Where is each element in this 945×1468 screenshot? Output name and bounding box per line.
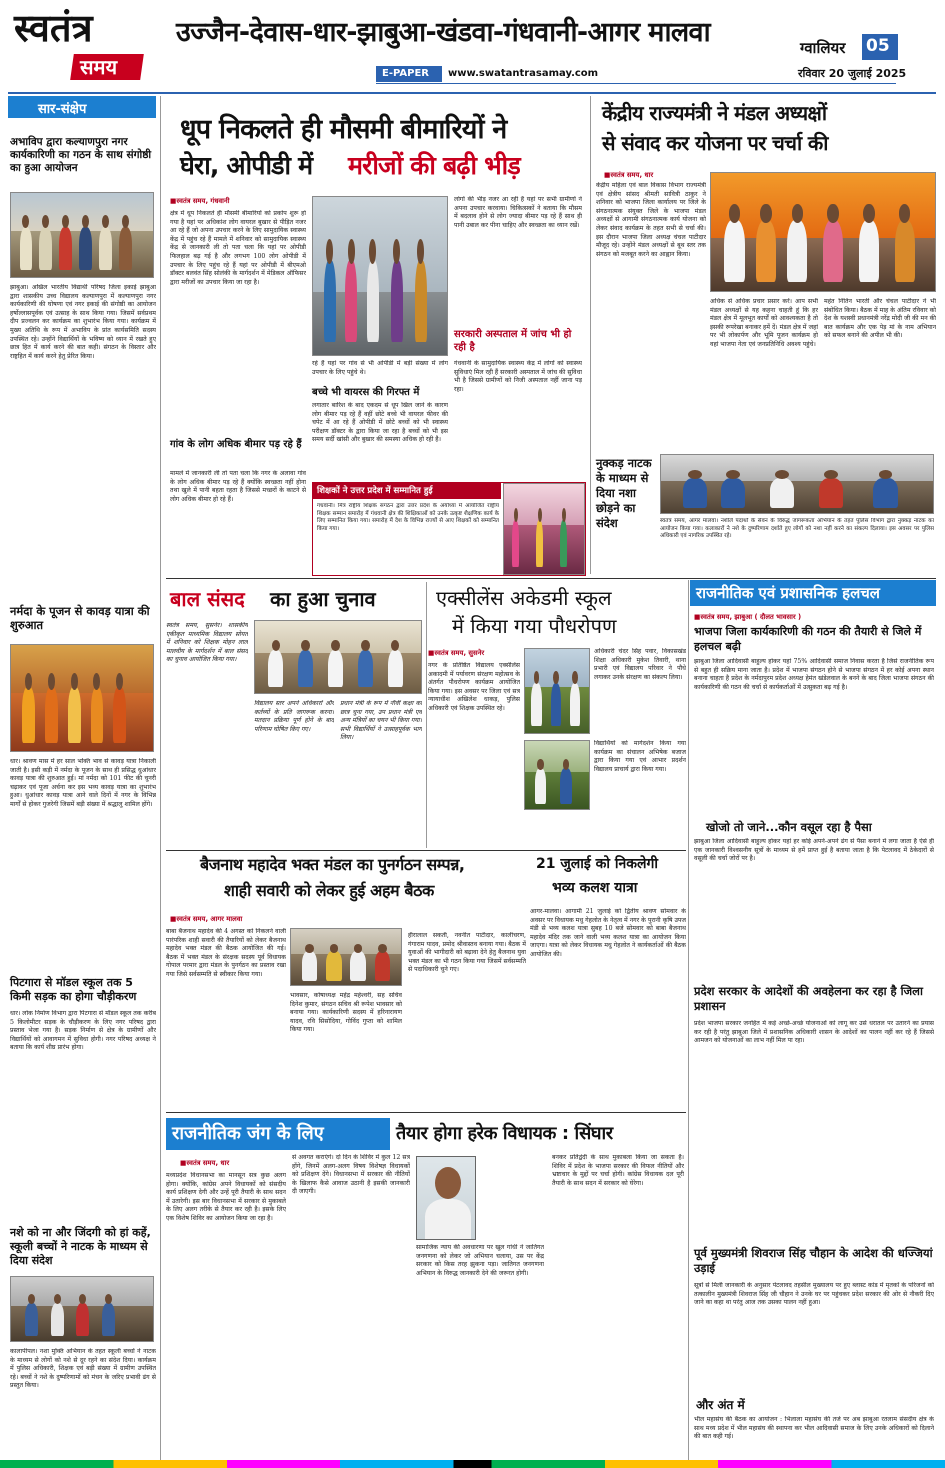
minister-story (596, 98, 936, 568)
bal-sansad-body2: विद्यालय स्तर अपने अधिकारों और कर्तव्यों के प्रति जागरूक करना। मतदान प्रक्रिया पूर्ण होने के बाद परिणाम घोषित किए गए। (254, 700, 334, 733)
baijnath-headline-line2: शाही सवारी को लेकर हुई अहम बैठक (224, 881, 434, 900)
politics-b5: भील महासंघ की बैठक का आयोजन : भिलाला महासंघ की तर्ज पर अब झाबुआ रतलाम संसदीय क्षेत्र के साथ मध्य प्रदेश में भील महासंघ की स्थापना कर भील आदिवासी समाज के लिए उनके अधिकारों को दिलाने की बात कही गई। (694, 1416, 934, 1441)
bal-sansad-story (166, 582, 424, 850)
story1-headline: अभाविप द्वारा कल्याणपुरा नगर कार्यकारिणी का गठन के साथ संगोष्ठी का हुआ आयोजन (10, 136, 152, 174)
politics-b1: झाबुआ जिला आदिवासी बाहुल्य होकर यहां 75% आदिवासी समाज निवास करता है जिसे राजनीतिक रूप से बहुत ही सक्रिय माना जाता है। प्रदेश में भाजपा संगठन होने से भाजपा संगठन में हर कोई अपना स्थान बनाना चाहता है प्रदेश के नर्मदापुरम प्रदेश अध्यक्ष हेमंत खंडेलवाल के बनने के बाद जिला भाजपा संगठन की कार्यकारिणी की गठन की चर्चा से कार्यकर्ताओं में उत्सुकता बढ़ गई है। (694, 658, 934, 691)
masthead-bottom-rule (8, 92, 936, 94)
academy-body2: अधिकारी चंदर सिंह पवार, विकासखंड शिक्षा अधिकारी मुकेश तिवारी, थाना प्रभारी एवं विद्यालय परिवार ने पौधे लगाकर उनके संरक्षण का संकल्प लिया। (594, 648, 686, 681)
lead-byline: ■ स्वतंत्र समय, गंधवानी (170, 196, 229, 205)
politics-divider (688, 580, 689, 1464)
story3-body: धार। लोक निर्माण विभाग द्वारा पिटगारा से मॉडल स्कूल तक करीब 5 किलोमीटर सड़क के चौड़ीकरण के लिए नगर परिषद द्वारा प्रस्ताव भेजा गया है। सड़क निर्माण से क्षेत्र के ग्रामीणों और विद्यार्थियों को आवागमन में सुविधा होगी। नगर परिषद अध्यक्ष ने बताया कि कार्य शीघ्र प्रारंभ होगा। (10, 1010, 156, 1052)
epaper-label: E-PAPER (382, 68, 429, 79)
story2-photo (10, 644, 154, 752)
minister-body1: केंद्रीय महिला एवं बाल विकास विभाग राज्यमंत्री एवं क्षेत्रीय सांसद श्रीमती सावित्री ठाकुर ने शनिवार को भाजपा जिला कार्यालय पर जिले के संगठनात्मक संयुक्त जिले के भाजपा मंडल अध्यक्षों से आगामी संगठनात्मक कार्य योजना को लेकर संवाद कार्यक्रम के तहत सभी से चर्चा की। इस दौरान भाजपा जिला अध्यक्ष चंचल पाटीदार मौजूद रहे। उन्होंने मंडल अध्यक्षों से बूथ स्तर तक संगठन को मजबूत करने का आह्वान किया। (596, 182, 706, 258)
kalash-headline-line2: भव्य कलश यात्रा (552, 880, 638, 896)
politics-h2: खोजो तो जाने...कौन वसूल रहा है पैसा (706, 820, 872, 834)
minister-body3: महंत नितिन भारती और चंचल पाटीदार ने भी संबोधित किया। बैठक में माह के अंतिम रविवार को देश के यशस्वी प्रधानमंत्री नरेंद्र मोदी जी की मन की बात कार्यक्रम और एक पेड़ मां के नाम अभियान को सफल बनाने की अपील भी की। (824, 298, 936, 340)
politics-h4: पूर्व मुख्यमंत्री शिवराज सिंह चौहान के आदेश की धज्जियां उड़ाई (694, 1246, 933, 1275)
singhar-story (166, 1114, 686, 1464)
story1-photo (10, 192, 154, 278)
city-label: ग्वालियर (800, 39, 846, 57)
region-title: उज्जैन-देवास-धार-झाबुआ-खंडवा-गंधवानी-आगर मालवा (176, 17, 710, 48)
lead-headline-line1: धूप निकलते ही मौसमी बीमारियों ने (180, 114, 507, 145)
academy-story (428, 582, 686, 850)
baijnath-body3: हीरालाल सकती, नवनीत पाटीदार, कालीचरण, गंगाराम यादव, प्रमोद श्रीवास्तव बनाया गया। बैठक में युवाओं की भागीदारी को बढ़ावा देने हेतु बैजनाथ युवा भक्त मंडल का भी गठन किया गया जिसमें सर्वसम्मति से पदाधिकारी चुने गए। (408, 932, 526, 974)
lead-body5: गंधवानी के सामुदायिक स्वास्थ्य केंद्र में लोगों को स्वास्थ्य सुविधाएं मिल रही हैं सरकारी अस्पताल में जांच की सुविधा भी है जिससे ग्रामीणों को निजी अस्पताल नहीं जाना पड़ रहा। (454, 360, 582, 393)
lead-photo-caption: रहे हैं यहां पर गांव से भी ओपीडी में बड़ी संख्या में लोग उपचार के लिए पहुंचे थे। (312, 360, 448, 376)
shikshak-body: गंधवानी। मित्र राष्ट्रीय शिक्षक संगठन द्वारा उत्तर प्रदेश के अयोध्या में आयोजित राष्ट्रीय शिक्षक सम्मान समारोह में गंधवानी क्षेत्र की शिक्षिकाओं को उनके उत्कृष्ट शैक्षणिक कार्य के लिए सम्मानित किया गया। समारोह में देश के विभिन्न राज्यों से आए शिक्षकों को सम्मानित किया गया। (317, 503, 499, 532)
story4-photo (10, 1276, 154, 1342)
logo (10, 6, 170, 88)
natak-headline: नुक्कड़ नाटक के माध्यम से दिया नशा छोड़ने का संदेश (596, 456, 652, 530)
natak-photo (660, 454, 934, 514)
academy-headline-line1: एक्सीलेंस अकेडमी स्कूल (436, 586, 612, 610)
academy-body3: विद्यार्थियों को मार्गदर्शन किया गया कार्यक्रम का संचालन अभिषेक बजाज द्वारा किया गया एवं आभार प्रदर्शन विद्यालय प्राचार्य द्वारा किया गया। (594, 740, 686, 773)
politics-b3: प्रदेश भाजपा सरकार जनहित में कई अच्छे-अच्छे योजनाओं को लागू कर उसे धरातल पर उतारने का प्रयास कर रही है परंतु झाबुआ जिले में प्रशासनिक अधिकारी शासन के आदेशों का पालन नहीं कर रहे हैं जिससे आमजन को योजनाओं का लाभ नहीं मिल पा रहा। (694, 1020, 934, 1045)
bottom-row-rule (166, 1112, 686, 1113)
minister-photo (710, 172, 936, 292)
singhar-byline: ■ स्वतंत्र समय, धार (180, 1158, 229, 1167)
story3-headline: पिटगारा से मॉडल स्कूल तक 5 किमी सड़क का होगा चौड़ीकरण (10, 976, 137, 1003)
academy-photo-top (524, 648, 590, 734)
lead-subhead1: गांव के लोग अधिक बीमार पड़ रहे हैं (170, 439, 302, 450)
baijnath-body2: भावसार, कोषाध्यक्ष महेंद्र महेश्वरी, सह सचिव दिनेश कुमार, संगठन सचिव श्री रूपेश भावसार को बनाया गया। कार्यकारिणी सदस्य में हरिनारायण यादव, रवि सिसोदिया, गोविंद गुप्ता को शामिल किया गया। (290, 992, 402, 1034)
lead-subhead2: बच्चे भी वायरस की गिरफ्त में (312, 387, 420, 398)
page-number: 05 (866, 36, 890, 56)
academy-byline: ■ स्वतंत्र समय, सुसनेर (428, 648, 484, 657)
politics-b2: झाबुआ जिला आदिवासी बाहुल्य होकर यहां हर कोई अपने-अपने ढंग से पैसा बनाने में लगा जाता है ऐसे ही एक जानकारी विश्वसनीय सूत्रों के माध्यम से हमें प्राप्त हुई है बताया जाता है कि पेटलावद में ठेकेदारों से वसूली की चर्चा जोरों पर है। (694, 838, 934, 863)
bal-sansad-body1: स्वतंत्र समय, सुसनेर। शासकीय एकीकृत माध्यमिक विद्यालय सोयत में शनिवार को शिक्षक मोहन लाल मालवीय के मार्गदर्शन में बाल संसद का चुनाव आयोजित किया गया। (166, 622, 248, 664)
story4-body: कालापीपल। नशा मुक्ति अभियान के तहत स्कूली बच्चों ने नाटक के माध्यम से लोगों को नशे से दूर रहने का संदेश दिया। कार्यक्रम में पुलिस अधिकारी, शिक्षक एवं बड़ी संख्या में ग्रामीण उपस्थित रहे। बच्चों ने नशे के दुष्परिणामों को मंचन के जरिए प्रभावी ढंग से प्रस्तुत किया। (10, 1348, 156, 1390)
bottom-color-bar (0, 1460, 945, 1468)
politics-h3: प्रदेश सरकार के आदेशों की अवहेलना कर रहा है जिला प्रशासन (694, 984, 923, 1013)
minister-headline-line1: केंद्रीय राज्यमंत्री ने मंडल अध्यक्षों (602, 101, 827, 125)
bal-sansad-headline-b: का हुआ चुनाव (270, 587, 376, 611)
singhar-body2: से अवगत कराएंगे। दो दिन के शिविर में कुल 12 सत्र होंगे, जिनमें अलग-अलग विषय विशेषज्ञ विधायकों को प्रशिक्षण देंगे। विधानसभा में सरकार की नीतियों के खिलाफ कैसे आवाज उठानी है इसकी जानकारी दी जाएगी। (292, 1154, 410, 1196)
politics-h1: भाजपा जिला कार्यकारिणी की गठन की तैयारी से जिले में हलचल बढ़ी (694, 625, 922, 653)
shikshak-photo (503, 483, 585, 575)
issue-date: रविवार 20 जुलाई 2025 (798, 67, 907, 80)
shikshak-box (312, 482, 586, 576)
academy-body1: नगर के प्रतिष्ठित विद्यालय एक्सीलेंस अकादमी में पर्यावरण संरक्षण महोत्सव के अंतर्गत पौधरोपण कार्यक्रम आयोजित किया गया। इस अवसर पर जिला एवं सत्र न्यायाधीश अखिलेश धाकड़, पुलिस अधिकारी एवं शिक्षक उपस्थित रहे। (428, 662, 520, 712)
lead-body4: लोगों की भीड़ नजर आ रही है यहां पर सभी ग्रामीणों ने अपना उपचार करवाया। चिकित्सकों ने बताया कि मौसम में बदलाव होने से लोग ज्यादा बीमार पड़ रहे हैं साथ ही पानी उबाल कर पीना चाहिए और स्वच्छता का ध्यान रखें। (454, 196, 582, 229)
singhar-headline-a: राजनीतिक जंग के लिए (172, 1123, 324, 1144)
masthead-underline (376, 83, 896, 84)
logo-top-text: स्वतंत्र (14, 5, 93, 50)
bal-sansad-headline-a: बाल संसद (170, 587, 245, 611)
website-link[interactable]: www.swatantrasamay.com (448, 68, 599, 79)
story1-body: झाबुआ। अखिल भारतीय विद्यार्थी परिषद जिला इकाई झाबुआ द्वारा शासकीय उच्च विद्यालय कल्याणपुरा में कल्याणपुरा नगर कार्यकारिणी की घोषणा एवं नगर इकाई की संगोष्ठी का आयोजन हर्षोल्लासपूर्वक एवं उत्साह के साथ किया गया। जिसमें सर्वप्रथम दीप प्रज्वलन कर कार्यक्रम का शुभारंभ किया गया। कार्यक्रम में मुख्य अतिथि के रूप में अभाविप के प्रांत कार्यसमिति सदस्य उपस्थित रहे। उन्होंने विद्यार्थियों के भविष्य को ध्यान में रखते हुए छात्र हित में कार्य करने की बात कही। संगठन के विस्तार और राष्ट्रहित में कार्य करने हेतु प्रेरित किया। (10, 284, 156, 360)
singhar-body3: सामाजिक न्याय की अवधारणा पर खुल गांधी ने जातिगत जनगणना को लेकर जो अभियान चलाया, उस पर केंद्र सरकार को किस तरह झुकना पड़ा। जातिगत जनगणना अभियान के विरुद्ध जानकारी देने की जरूरत होगी। (416, 1244, 544, 1277)
politics-section-title: राजनीतिक एवं प्रशासनिक हलचल (696, 584, 880, 602)
minister-headline-line2: से संवाद कर योजना पर चर्चा की (602, 131, 828, 155)
politics-b4: सूत्रों से मिली जानकारी के अनुसार पेटलावद तहसील मुख्यालय पर हुए ब्लास्ट कांड में मृतकों के परिजनों को तत्कालीन मुख्यमंत्री शिवराज सिंह जी चौहान ने उनके घर पर पहुंचकर प्रदेश सरकार की ओर से नौकरी दिए जाने का कहा था परंतु आज तक उसका पालन नहीं हुआ। (694, 1282, 934, 1307)
lead-photo-opd (312, 196, 448, 356)
academy-photo (524, 740, 590, 810)
academy-headline-line2: में किया गया पौधरोपण (452, 614, 617, 638)
baijnath-body1: बाबा बैजनाथ महादेव की 4 अगस्त को निकलने वाली पारंपरिक शाही सवारी की तैयारियों को लेकर बैजनाथ महादेव भक्त मंडल की बैठक आयोजित की गई। बैठक में भक्त मंडल के संरक्षक सदस्य पूर्व विधायक गोपाल परमार द्वारा मंडल के पुनर्गठन का प्रस्ताव रखा गया जिसे सर्वसम्मति से स्वीकार किया गया। (166, 928, 286, 978)
lead-headline-line2-a: घेरा, ओपीडी में (180, 151, 313, 180)
left-column (8, 96, 156, 1462)
top-row-bottom-rule (166, 578, 936, 579)
kalash-body: आगर-मालवा। आगामी 21 जुलाई को द्वितीय श्रावण सोमवार के अवसर पर विधायक मधु गेहलोत के नेतृत्व में नगर के पुरानी कृषि उपज मंडी से भव्य कलश यात्रा सुबह 10 बजे सोमवार को बाबा बैजनाथ महादेव मंदिर तक जाने वाली भव्य कलश यात्रा का आयोजन किया जाएगा। यात्रा को लेकर विधायक मधु गेहलोत ने कार्यकर्ताओं की बैठक आयोजित की। (530, 908, 686, 958)
shikshak-headline: शिक्षकों ने उत्तर प्रदेश में सम्मानित हुई (317, 486, 433, 496)
lead-subhead3: सरकारी अस्पताल में जांच भी हो रही है (454, 329, 572, 353)
baijnath-headline-line1: बैजनाथ महादेव भक्त मंडल का पुनर्गठन सम्पन्न, (200, 855, 465, 874)
masthead (0, 0, 945, 92)
baijnath-photo (290, 928, 402, 986)
kalash-headline-line1: 21 जुलाई को निकलेगी (536, 856, 659, 872)
singhar-body4: बनकर प्रतिद्वंदी के साथ मुकाबला किया जा सकता है। शिविर में प्रदेश के भाजपा सरकार की विफल नीतियों और भ्रष्टाचार के मुद्दों पर चर्चा होगी। कांग्रेस विधायक दल पूरी तैयारी के साथ सदन में सरकार को घेरेगा। (552, 1154, 684, 1187)
left-column-divider (160, 96, 161, 1462)
politics-h5: और अंत में (696, 1398, 745, 1412)
story2-headline: नर्मदा के पूजन से कावड़ यात्रा की शुरुआत (10, 604, 150, 632)
politics-byline: ■ स्वतंत्र समय, झाबुआ ( दौलत भावसार ) (694, 612, 801, 621)
natak-body: स्वतंत्र समय, आगर मालवा। नशीले पदार्थों के सेवन के विरुद्ध जागरूकता अभियान के तहत पुलिस विभाग द्वारा नुक्कड़ नाटक का आयोजन किया गया। कलाकारों ने नशे के दुष्परिणाम दर्शाते हुए लोगों को नशा नहीं करने का संकल्प दिलाया। इस अवसर पर पुलिस अधिकारी एवं नागरिक उपस्थित रहे। (660, 518, 934, 540)
story2-body: धार। श्रावण मास में हर साल भक्ति भाव से कावड़ यात्रा निकाली जाती है। इसी कड़ी में नर्मदा के पूजन के साथ ही प्रसिद्ध धुआंधार कावड़ यात्रा की शुरुआत हुई। मां नर्मदा को 101 फीट की चुनरी चढ़ाकर एवं पूजा अर्चना कर इस भव्य कावड़ यात्रा का शुभारंभ हुआ। धुआंधार कावड़ यात्रा आने वाले दिनों में नगर के विभिन्न मार्गों से होकर गुजरेगी जिसमें बड़ी संख्या में श्रद्धालु शामिल होंगे। (10, 758, 156, 808)
singhar-headline-b: तैयार होगा हरेक विधायक : सिंघार (396, 1123, 613, 1144)
kalash-story (530, 852, 686, 1110)
baijnath-story (166, 852, 528, 1110)
singhar-portrait (416, 1156, 476, 1240)
baijnath-byline: ■ स्वतंत्र समय, आगर मालवा (170, 914, 242, 923)
lead-body1: क्षेत्र में धूप निकलते ही मौसमी बीमारियों को प्रकोप शुरू हो गया है यहां पर अधिकांश लोग वायरल बुखार से पीड़ित नजर आ रहे हैं जो अपना उपचार करने के लिए सामुदायिक स्वास्थ्य केंद्र में पहुंच रहे हैं मामले में शनिवार को सामुदायिक स्वास्थ्य केंद्र से जानकारी ली तो पता चला कि यहां पर ओपीडी फिलहाल बढ़ गई है और लगभग 100 लोग ओपीडी में उपचार के लिए पहुंच रहे हैं यहां पर ओपीडी में बीएमओ डॉक्टर बलवंत सिंह सोलंकी के मार्गदर्शन में मेडिकल ऑफिसर द्वारा मरीजों का उपचार किया जा रहा है। (170, 210, 306, 286)
minister-body2: अधिक से अधिक प्रचार प्रसार करें। आप सभी मंडल अध्यक्षों से यह कहना चाहती हूं कि हर मंडल क्षेत्र में मूलभूत कार्यों को आवश्यकता है तो इसकी रूपरेखा बनाकर हमें दें। मंडल क्षेत्र में जहां पर भी लोकार्पण और भूमि पूजन कार्यक्रम हो वहां भाजपा नेता एवं जनप्रतिनिधि अवश्य पहुंचे। (710, 298, 818, 348)
mid-row-rule (166, 850, 686, 851)
section-title: सार-संक्षेप (38, 102, 87, 117)
lead-body3: लगातार बारिश के बाद एकदम से धूप खिल जाने के कारण लोग बीमार पड़ रहे हैं वहीं छोटे बच्चे भी वायरल फीवर की चपेट में आ रहे हैं ओपीडी में छोटे बच्चों को भी स्वास्थ्य परीक्षण डॉक्टर के द्वारा किया जा रहा है बच्चों को भी इस समय सर्दी खांसी और बुखार की समस्या अधिक हो रही है। (312, 402, 448, 444)
logo-bottom-text: समय (80, 55, 118, 79)
lead-minister-divider (590, 96, 591, 574)
politics-column (690, 580, 936, 1464)
story4-headline: नशे को ना और जिंदगी को हां कहें, स्कूली बच्चों ने नाटक के माध्यम से दिया संदेश (10, 1226, 151, 1267)
lead-headline-line2-b: मरीजों की बढ़ी भीड़ (348, 151, 520, 180)
mid-divider-1 (426, 582, 427, 848)
minister-byline: ■ स्वतंत्र समय, धार (604, 170, 653, 179)
bal-sansad-body3: प्रधान मंत्री के रूप में नौवीं कक्षा का छात्र चुना गया, उप प्रधान मंत्री एवं अन्य मंत्रियों का चयन भी किया गया। सभी विद्यार्थियों ने उत्साहपूर्वक भाग लिया। (340, 700, 422, 742)
bal-sansad-photo (254, 620, 422, 694)
singhar-body1: मध्यप्रदेश विधानसभा का मानसून सत्र कुछ अलग होगा। क्योंकि, कांग्रेस अपने विधायकों को संसदीय कार्य प्रशिक्षण देगी और उन्हें पूरी तैयारी के साथ सदन में उतारेगी। इस बार विधानसभा में सरकार से मुकाबले के लिए अलग तरीके से तैयार कर रही है। इसके लिए एक विशेष शिविर का आयोजन किया जा रहा है। (166, 1172, 286, 1222)
lead-body2: मामले में जानकारी ली तो पता चला कि नगर के अलावा गांव के लोग अधिक बीमार पड़ रहे हैं क्योंकि स्वच्छता नहीं होना तथा खुले में पानी बहता रहता है जिससे मच्छरों के काटने से लोग अधिक बीमार हो रहे हैं। (170, 470, 306, 503)
